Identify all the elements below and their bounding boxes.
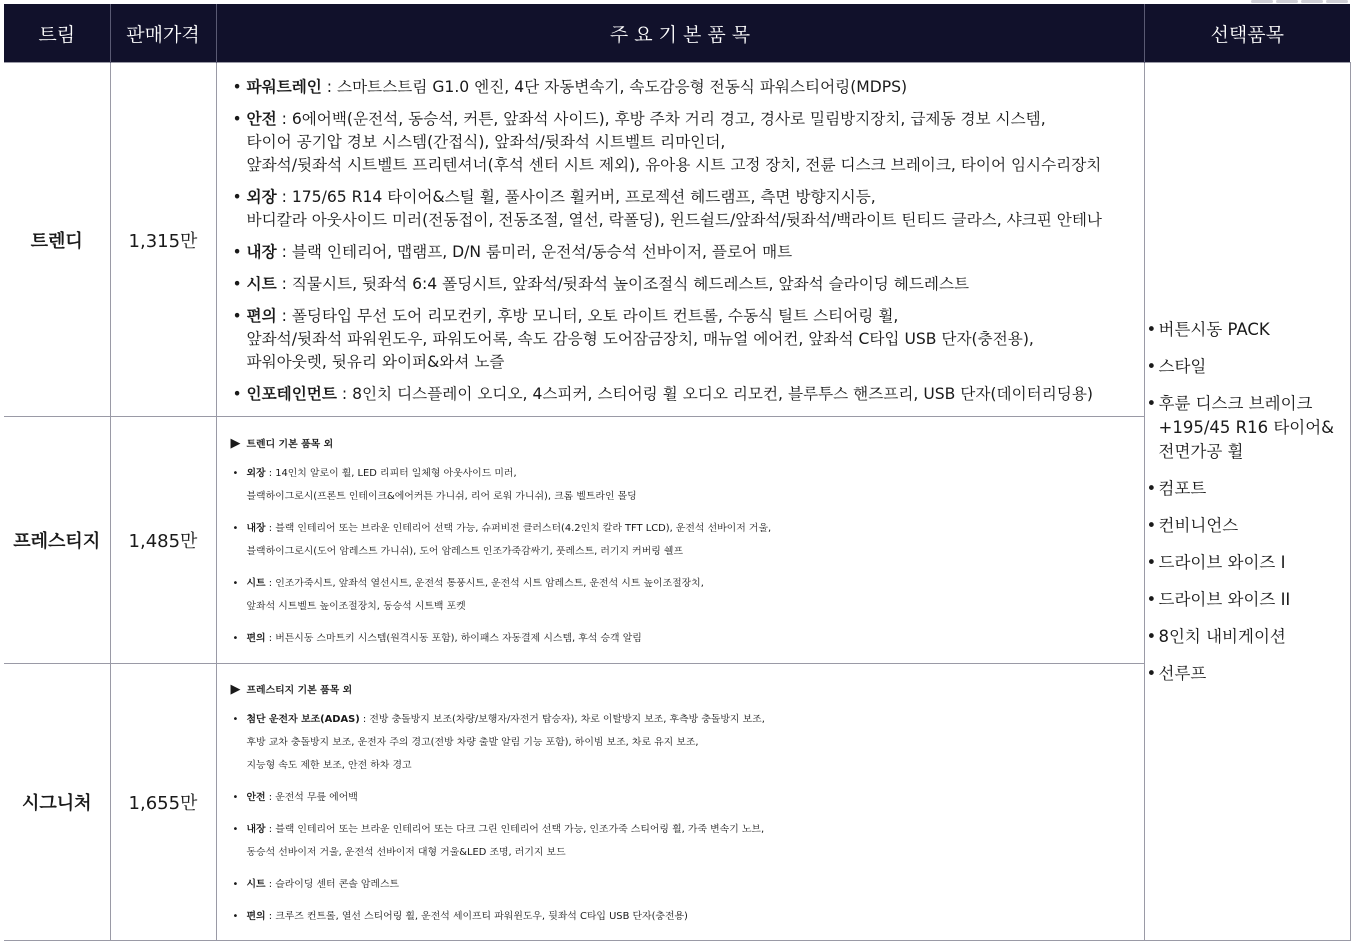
feature-text: 스마트스트림 G1.0 엔진, 4단 자동변속기, 속도감응형 전동식 파워스티어링(MDPS) (337, 77, 908, 96)
bullet-icon: • (1146, 319, 1157, 339)
category-separator: : (265, 468, 276, 479)
trim-name: 트렌디 (4, 63, 110, 417)
feature-text-line (247, 76, 1134, 99)
option-text: 스타일 (1158, 356, 1207, 376)
category-separator: : (265, 824, 276, 835)
trim-name: 시그니처 (4, 664, 110, 941)
category-separator: : (359, 714, 370, 725)
feature-text: 버튼시동 스마트키 시스템(원격시동 포함), 하이패스 자동결제 시스템, 후석 승객 알림 (275, 633, 642, 644)
bullet-icon: • (232, 306, 242, 325)
option-item (1145, 514, 1350, 538)
feature-item (231, 517, 1134, 563)
bullet-icon: • (232, 468, 239, 479)
feature-item (231, 108, 1134, 177)
trim-spec-sheet (4, 4, 1350, 942)
bullet-icon: • (1146, 626, 1157, 646)
bullet-icon: • (1146, 515, 1157, 535)
option-item (1145, 355, 1350, 379)
feature-item (231, 305, 1134, 374)
feature-text: 크루즈 컨트롤, 열선 스티어링 휠, 운전석 세이프티 파워윈도우, 뒷좌석 C타입 USB 단자(충전용) (275, 911, 688, 922)
feature-item (231, 76, 1134, 99)
option-item (1145, 551, 1350, 575)
category-separator: : (265, 523, 276, 534)
trim-price: 1,315만 (110, 63, 216, 417)
feature-text: 앞좌석 시트벨트 높이조절장치, 동승석 시트백 포켓 (246, 601, 466, 612)
triangle-arrow-icon: ▶ (230, 436, 241, 451)
feature-text: 175/65 R14 타이어&스틸 휠, 풀사이즈 휠커버, 프로젝션 헤드램프, 측면 방향지시등, (291, 187, 876, 206)
bullet-icon: • (232, 109, 242, 128)
feature-text-line (247, 328, 1134, 351)
feature-category: 편의 (246, 911, 266, 922)
category-separator: : (276, 274, 292, 293)
bullet-icon: • (232, 77, 242, 96)
bullet-icon: • (232, 879, 239, 890)
feature-text: 블랙하이그로시(프론트 인테이크&에어커튼 가니쉬, 리어 로워 가니쉬), 크롬 벨트라인 몰딩 (246, 491, 637, 502)
feature-category: 파워트레인 (246, 77, 322, 96)
feature-text: 지능형 속도 제한 보조, 안전 하차 경고 (246, 760, 412, 771)
feature-item (231, 818, 1134, 864)
feature-text-line (247, 627, 1134, 650)
trim-price: 1,485만 (110, 417, 216, 664)
option-item (1145, 625, 1350, 649)
trim-name: 프레스티지 (4, 417, 110, 664)
feature-item (231, 383, 1134, 406)
feature-text-line (247, 818, 1134, 841)
option-text: 선루프 (1158, 663, 1207, 683)
bullet-icon: • (1146, 589, 1157, 609)
header-options: 선택품목 (1144, 4, 1350, 63)
feature-text-line (247, 462, 1134, 485)
category-separator: : (276, 187, 292, 206)
feature-item (231, 873, 1134, 896)
feature-text: 앞좌석/뒷좌석 시트벨트 프리텐셔너(후석 센터 시트 제외), 유아용 시트 고정 장치, 전륜 디스크 브레이크, 타이어 임시수리장치 (246, 155, 1102, 174)
feature-text-line (247, 241, 1134, 264)
feature-text: 후방 교차 충돌방지 보조, 운전자 주의 경고(전방 차량 출발 알림 기능 포함), 하이빔 보조, 차로 유지 보조, (246, 737, 699, 748)
feature-category: 안전 (246, 792, 266, 803)
bullet-icon: • (232, 911, 239, 922)
category-separator: : (276, 109, 292, 128)
feature-text-line (247, 383, 1134, 406)
feature-text-line (247, 786, 1134, 809)
feature-text-line (247, 517, 1134, 540)
feature-category: 편의 (246, 633, 266, 644)
category-separator: : (276, 242, 292, 261)
header-trim: 트림 (4, 4, 110, 63)
feature-text-line (247, 108, 1134, 131)
feature-text-line (247, 131, 1134, 154)
option-text: 8인치 내비게이션 (1158, 626, 1286, 646)
feature-item (231, 273, 1134, 296)
feature-text-line (247, 154, 1134, 177)
feature-text: 타이어 공기압 경보 시스템(간접식), 앞좌석/뒷좌석 시트벨트 리마인더, (246, 132, 726, 151)
feature-text: 운전석 무릎 에어백 (275, 792, 358, 803)
category-separator: : (265, 879, 276, 890)
option-item (1145, 662, 1350, 686)
base-trim-note-text: 트렌디 기본 품목 외 (246, 439, 334, 450)
feature-category: 첨단 운전자 보조(ADAS) (246, 714, 360, 725)
category-separator: : (265, 633, 276, 644)
bullet-icon: • (1146, 356, 1157, 376)
trim-price: 1,655만 (110, 664, 216, 941)
category-separator: : (265, 911, 276, 922)
base-trim-note (231, 678, 1134, 702)
bullet-icon: • (1146, 393, 1157, 413)
option-text: 버튼시동 PACK (1158, 319, 1270, 339)
category-separator: : (276, 306, 292, 325)
category-separator: : (265, 792, 276, 803)
feature-category: 안전 (246, 109, 277, 128)
option-item (1145, 392, 1350, 464)
feature-category: 시트 (246, 274, 277, 293)
feature-item (231, 186, 1134, 232)
feature-category: 인포테인먼트 (246, 384, 337, 403)
feature-text-line (247, 873, 1134, 896)
option-item (1145, 588, 1350, 612)
category-separator: : (336, 384, 353, 403)
feature-text-line (247, 485, 1134, 508)
feature-text: 인조가죽시트, 앞좌석 열선시트, 운전석 통풍시트, 운전석 시트 암레스트, 운전석 시트 높이조절장치, (275, 578, 704, 589)
feature-category: 편의 (246, 306, 277, 325)
feature-item (231, 241, 1134, 264)
feature-text: 직물시트, 뒷좌석 6:4 폴딩시트, 앞좌석/뒷좌석 높이조절식 헤드레스트, 앞좌석 슬라이딩 헤드레스트 (291, 274, 970, 293)
bullet-icon: • (232, 824, 239, 835)
option-item (1145, 477, 1350, 501)
feature-text-line (247, 209, 1134, 232)
feature-text: 6에어백(운전석, 동승석, 커튼, 앞좌석 사이드), 후방 주차 거리 경고, 경사로 밀림방지장치, 급제동 경보 시스템, (291, 109, 1046, 128)
option-text: 드라이브 와이즈 I (1158, 552, 1286, 572)
feature-text: 슬라이딩 센터 콘솔 암레스트 (275, 879, 400, 890)
bullet-icon: • (232, 384, 242, 403)
feature-category: 시트 (246, 879, 266, 890)
feature-list-cell (216, 63, 1144, 417)
feature-text: 8인치 디스플레이 오디오, 4스피커, 스티어링 휠 오디오 리모컨, 블루투스 핸즈프리, USB 단자(데이터리딩용) (352, 384, 1093, 403)
feature-text-line (247, 351, 1134, 374)
feature-text: 블랙 인테리어 또는 브라운 인테리어 선택 가능, 슈퍼비전 클러스터(4.2인치 칼라 TFT LCD), 운전석 선바이저 거울, (275, 523, 772, 534)
feature-list-cell (216, 664, 1144, 941)
bullet-icon: • (232, 523, 239, 534)
header-features: 주 요 기 본 품 목 (216, 4, 1144, 63)
feature-category: 외장 (246, 187, 277, 206)
header-price: 판매가격 (110, 4, 216, 63)
feature-item (231, 572, 1134, 618)
option-text: 컴포트 (1158, 478, 1207, 498)
feature-text-line (247, 540, 1134, 563)
category-separator: : (265, 578, 276, 589)
header-row (4, 4, 1350, 63)
category-separator: : (321, 77, 337, 96)
feature-text-line (247, 905, 1134, 928)
base-trim-note-text: 프레스티지 기본 품목 외 (246, 685, 353, 696)
bullet-icon: • (232, 274, 242, 293)
bullet-icon: • (232, 242, 242, 261)
option-text: 드라이브 와이즈 II (1158, 589, 1291, 609)
option-text: 후륜 디스크 브레이크 +195/45 R16 타이어& 전면가공 휠 (1158, 393, 1335, 461)
feature-text-line (247, 305, 1134, 328)
bullet-icon: • (232, 792, 239, 803)
feature-text: 14인치 알로이 휠, LED 리피터 일체형 아웃사이드 미러, (275, 468, 517, 479)
feature-item (231, 627, 1134, 650)
feature-text-line (247, 273, 1134, 296)
bullet-icon: • (232, 187, 242, 206)
bullet-icon: • (232, 633, 239, 644)
feature-category: 시트 (246, 578, 266, 589)
feature-item (231, 462, 1134, 508)
bullet-icon: • (1146, 663, 1157, 683)
feature-text: 블랙 인테리어 또는 브라운 인테리어 또는 다크 그린 인테리어 선택 가능, 인조가죽 스티어링 휠, 가죽 변속기 노브, (275, 824, 765, 835)
bullet-icon: • (232, 714, 239, 725)
bullet-icon: • (232, 578, 239, 589)
feature-text-line (247, 186, 1134, 209)
base-trim-note (231, 432, 1134, 456)
triangle-arrow-icon: ▶ (230, 682, 241, 697)
feature-text: 폴딩타입 무선 도어 리모컨키, 후방 모니터, 오토 라이트 컨트롤, 수동식 틸트 스티어링 휠, (291, 306, 899, 325)
feature-text: 블랙하이그로시(도어 암레스트 가니쉬), 도어 암레스트 인조가죽감싸기, 풋레스트, 러기지 커버링 쉘프 (246, 546, 683, 557)
feature-text: 동승석 선바이저 거울, 운전석 선바이저 대형 거울&LED 조명, 러기지 보드 (246, 847, 566, 858)
option-list-cell (1144, 63, 1350, 941)
feature-list-cell (216, 417, 1144, 664)
feature-text-line (247, 572, 1134, 595)
trim-spec-table (4, 4, 1351, 941)
feature-text-line (247, 708, 1134, 731)
bullet-icon: • (1146, 478, 1157, 498)
option-text: 컨비니언스 (1158, 515, 1239, 535)
feature-category: 외장 (246, 468, 266, 479)
feature-text: 전방 충돌방지 보조(차량/보행자/자전거 탑승자), 차로 이탈방지 보조, 후측방 충돌방지 보조, (369, 714, 765, 725)
feature-text-line (247, 754, 1134, 777)
feature-category: 내장 (246, 824, 266, 835)
bullet-icon: • (1146, 552, 1157, 572)
option-item (1145, 318, 1350, 342)
feature-item (231, 905, 1134, 928)
feature-category: 내장 (246, 523, 266, 534)
feature-item (231, 786, 1134, 809)
feature-text: 파워아웃렛, 뒷유리 와이퍼&와셔 노즐 (246, 352, 505, 371)
feature-text: 블랙 인테리어, 맵램프, D/N 룸미러, 운전석/동승석 선바이저, 플로어 매트 (291, 242, 793, 261)
feature-text-line (247, 731, 1134, 754)
feature-category: 내장 (246, 242, 277, 261)
feature-text: 앞좌석/뒷좌석 파워윈도우, 파워도어록, 속도 감응형 도어잠금장치, 매뉴얼 에어컨, 앞좌석 C타입 USB 단자(충전용), (246, 329, 1034, 348)
feature-text-line (247, 595, 1134, 618)
feature-item (231, 708, 1134, 777)
feature-text: 바디칼라 아웃사이드 미러(전동접이, 전동조절, 열선, 락폴딩), 윈드쉴드/앞좌석/뒷좌석/백라이트 틴티드 글라스, 샤크핀 안테나 (246, 210, 1102, 229)
feature-text-line (247, 841, 1134, 864)
trim-row (4, 63, 1350, 417)
